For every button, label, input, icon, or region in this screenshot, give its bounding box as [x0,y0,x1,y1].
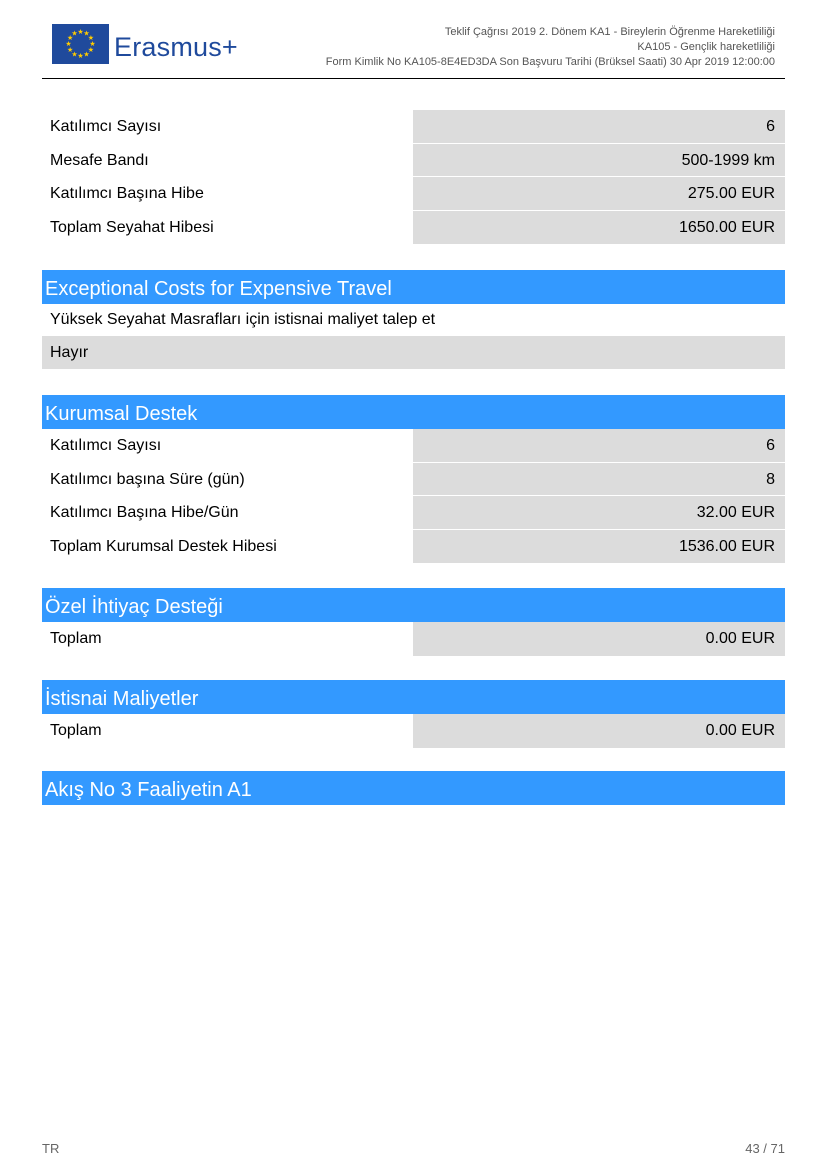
table-row [42,530,785,564]
question-text: Yüksek Seyahat Masrafları için istisnai maliyet talep et [50,311,436,328]
row-label: Katılımcı Sayısı [50,437,162,454]
exceptional-travel-section [42,270,785,369]
row-label: Toplam Kurumsal Destek Hibesi [50,537,277,555]
row-value: 32.00 EUR [413,496,785,529]
row-value: 6 [413,110,785,143]
section-title: İstisnai Maliyetler [42,680,785,714]
table-row [42,177,785,211]
header-call-line: Teklif Çağrısı 2019 2. Dönem KA1 - Bireylerin Öğrenme Hareketliliği [444,26,775,38]
table-row [42,110,785,144]
row-value: 500-1999 km [413,144,785,177]
row-label: Toplam [50,722,102,739]
svg-text:★: ★ [87,46,95,54]
section-title: Kurumsal Destek [42,395,785,429]
row-label: Katılımcı Sayısı [50,118,162,135]
svg-text:★: ★ [66,34,74,42]
special-needs-section [42,588,785,656]
row-value: 6 [413,429,785,462]
table-row [42,622,785,656]
organisational-support-section [42,395,785,563]
table-row [42,714,785,748]
activity-flow-section [42,771,785,805]
eu-flag-icon [52,24,109,64]
page-number: 43 / 71 [745,1141,785,1156]
section-title: Exceptional Costs for Expensive Travel [42,270,785,304]
svg-text:★: ★ [87,34,95,42]
table-row [42,429,785,463]
table-row [42,463,785,497]
answer-value: Hayır [42,336,785,369]
header-form-line: Form Kimlik No KA105-8E4ED3DA Son Başvuru Tarihi (Brüksel Saati) 30 Apr 2019 12:00:00 [325,56,775,68]
table-row [42,211,785,245]
travel-grant-table [42,110,785,244]
row-label: Toplam Seyahat Hibesi [50,218,214,236]
row-value: 1536.00 EUR [413,530,785,564]
svg-text:★: ★ [77,52,84,60]
exceptional-costs-section [42,680,785,748]
row-label: Katılımcı Başına Hibe [50,185,204,202]
svg-text:★: ★ [89,40,96,48]
header-info [326,25,775,70]
row-value: 275.00 EUR [413,177,785,210]
svg-text:★: ★ [66,46,74,54]
row-value: 0.00 EUR [413,622,785,656]
svg-text:★: ★ [83,50,90,59]
row-label: Mesafe Bandı [50,151,149,169]
row-value: 1650.00 EUR [413,211,785,245]
svg-text:★: ★ [77,28,84,36]
table-row [42,144,785,178]
section-title: Özel İhtiyaç Desteği [42,588,785,622]
row-value: 0.00 EUR [413,714,785,748]
footer-language: TR [42,1141,60,1156]
row-label: Katılımcı Başına Hibe/Gün [50,504,239,521]
row-label: Katılımcı başına Süre (gün) [50,470,245,488]
svg-text:★: ★ [83,29,90,38]
row-value: 8 [413,463,785,496]
erasmus-logo-text: Erasmus+ [114,32,238,62]
svg-text:★: ★ [65,40,72,48]
header-action-line: KA105 - Gençlik hareketliliği [637,41,775,53]
row-label: Toplam [50,630,102,647]
section-title: Akış No 3 Faaliyetin A1 [42,771,785,805]
svg-text:★: ★ [71,29,78,38]
table-row [42,496,785,530]
page-header [42,20,785,79]
svg-text:★: ★ [71,50,78,59]
erasmus-logo [52,24,242,66]
